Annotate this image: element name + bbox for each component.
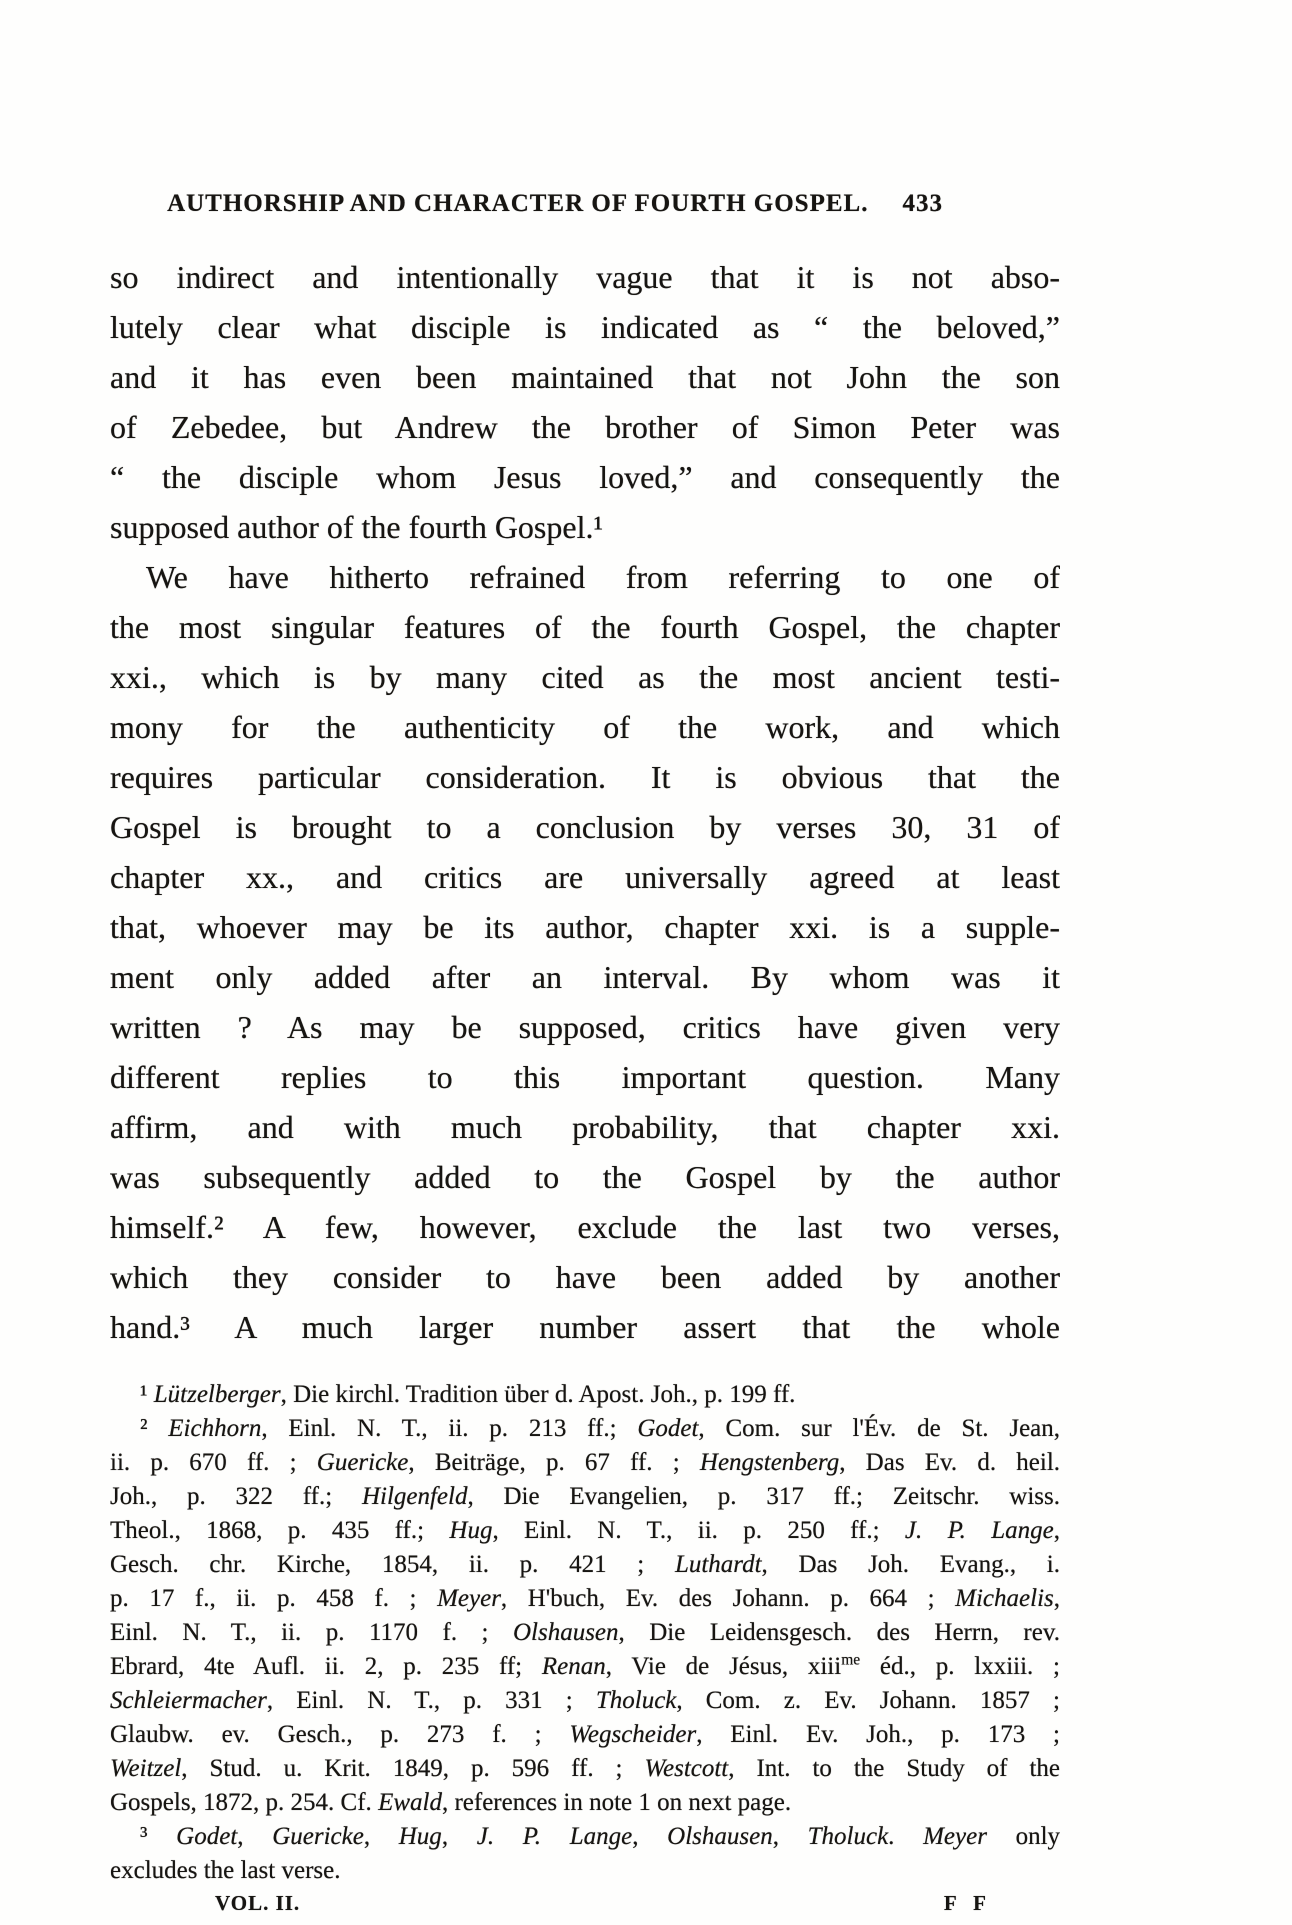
footnote-line: ³ Godet, Guericke, Hug, J. P. Lange, Olshausen, Tholuck. Meyer only bbox=[140, 1823, 1060, 1850]
text-line: written ? As may be supposed, critics have given very bbox=[110, 1009, 1060, 1045]
text-line: We have hitherto refrained from referring to one of bbox=[146, 559, 1060, 595]
footnote-line: p. 17 f., ii. p. 458 f. ; Meyer, H'buch, Ev. des Johann. p. 664 ; Michaelis, bbox=[110, 1585, 1060, 1612]
text-line: which they consider to have been added by another bbox=[110, 1259, 1060, 1295]
text-line: lutely clear what disciple is indicated as “ the beloved,” bbox=[110, 309, 1060, 345]
footnote-line: Joh., p. 322 ff.; Hilgenfeld, Die Evangelien, p. 317 ff.; Zeitschr. wiss. bbox=[110, 1483, 1060, 1510]
text-line: and it has even been maintained that not John the son bbox=[110, 359, 1060, 395]
footnote-line: Gospels, 1872, p. 254. Cf. Ewald, references in note 1 on next page. bbox=[110, 1789, 792, 1816]
running-head bbox=[80, 190, 1030, 218]
text-line: that, whoever may be its author, chapter xxi. is a supple- bbox=[110, 909, 1060, 945]
text-line: requires particular consideration. It is obvious that the bbox=[110, 759, 1060, 795]
text-line: “ the disciple whom Jesus loved,” and consequently the bbox=[110, 459, 1060, 495]
footnote-line: ² Eichhorn, Einl. N. T., ii. p. 213 ff.; Godet, Com. sur l'Év. de St. Jean, bbox=[140, 1415, 1060, 1442]
footnote-line: Ebrard, 4te Aufl. ii. 2, p. 235 ff; Renan, Vie de Jésus, xiii$^{me}$ éd., p. lxxiii. ; bbox=[110, 1651, 1060, 1680]
running-head-title: AUTHORSHIP AND CHARACTER OF FOURTH GOSPEL. bbox=[167, 190, 869, 217]
text-line: himself.² A few, however, exclude the last two verses, bbox=[110, 1209, 1060, 1245]
volume-label: VOL. II. bbox=[215, 1891, 301, 1915]
text-line: Gospel is brought to a conclusion by verses 30, 31 of bbox=[110, 809, 1060, 845]
footnote-line: Theol., 1868, p. 435 ff.; Hug, Einl. N. T., ii. p. 250 ff.; J. P. Lange, bbox=[110, 1517, 1060, 1544]
text-line: xxi., which is by many cited as the most ancient testi- bbox=[110, 659, 1060, 695]
page-footer bbox=[110, 1891, 1060, 1916]
text-line: of Zebedee, but Andrew the brother of Simon Peter was bbox=[110, 409, 1060, 445]
text-line: chapter xx., and critics are universally agreed at least bbox=[110, 859, 1060, 895]
footnote-line: ii. p. 670 ff. ; Guericke, Beiträge, p. 67 ff. ; Hengstenberg, Das Ev. d. heil. bbox=[110, 1449, 1060, 1476]
text-line: was subsequently added to the Gospel by the author bbox=[110, 1159, 1060, 1195]
page-number: 433 bbox=[902, 190, 943, 217]
footnote-line: Einl. N. T., ii. p. 1170 f. ; Olshausen, Die Leidensgesch. des Herrn, rev. bbox=[110, 1619, 1060, 1646]
footnote-line: Schleiermacher, Einl. N. T., p. 331 ; Tholuck, Com. z. Ev. Johann. 1857 ; bbox=[110, 1687, 1060, 1714]
footnote-line: excludes the last verse. bbox=[110, 1857, 341, 1884]
body-text bbox=[110, 252, 1060, 1352]
text-line: mony for the authenticity of the work, and which bbox=[110, 709, 1060, 745]
printers-signature: F F bbox=[943, 1891, 992, 1915]
text-line: so indirect and intentionally vague that it is not abso- bbox=[110, 259, 1060, 295]
footnote-line: Weitzel, Stud. u. Krit. 1849, p. 596 ff. ; Westcott, Int. to the Study of the bbox=[110, 1755, 1060, 1782]
footnote-line: Gesch. chr. Kirche, 1854, ii. p. 421 ; Luthardt, Das Joh. Evang., i. bbox=[110, 1551, 1060, 1578]
footnotes bbox=[110, 1378, 1060, 1888]
text-line: hand.³ A much larger number assert that the whole bbox=[110, 1309, 1060, 1345]
text-line: the most singular features of the fourth Gospel, the chapter bbox=[110, 609, 1060, 645]
text-line: different replies to this important question. Many bbox=[110, 1059, 1060, 1095]
text-line: supposed author of the fourth Gospel.¹ bbox=[110, 509, 604, 545]
footnote-line: ¹ Lützelberger, Die kirchl. Tradition über d. Apost. Joh., p. 199 ff. bbox=[140, 1381, 796, 1408]
text-line: ment only added after an interval. By whom was it bbox=[110, 959, 1060, 995]
footnote-line: Glaubw. ev. Gesch., p. 273 f. ; Wegscheider, Einl. Ev. Joh., p. 173 ; bbox=[110, 1721, 1060, 1748]
text-line: affirm, and with much probability, that chapter xxi. bbox=[110, 1109, 1060, 1145]
